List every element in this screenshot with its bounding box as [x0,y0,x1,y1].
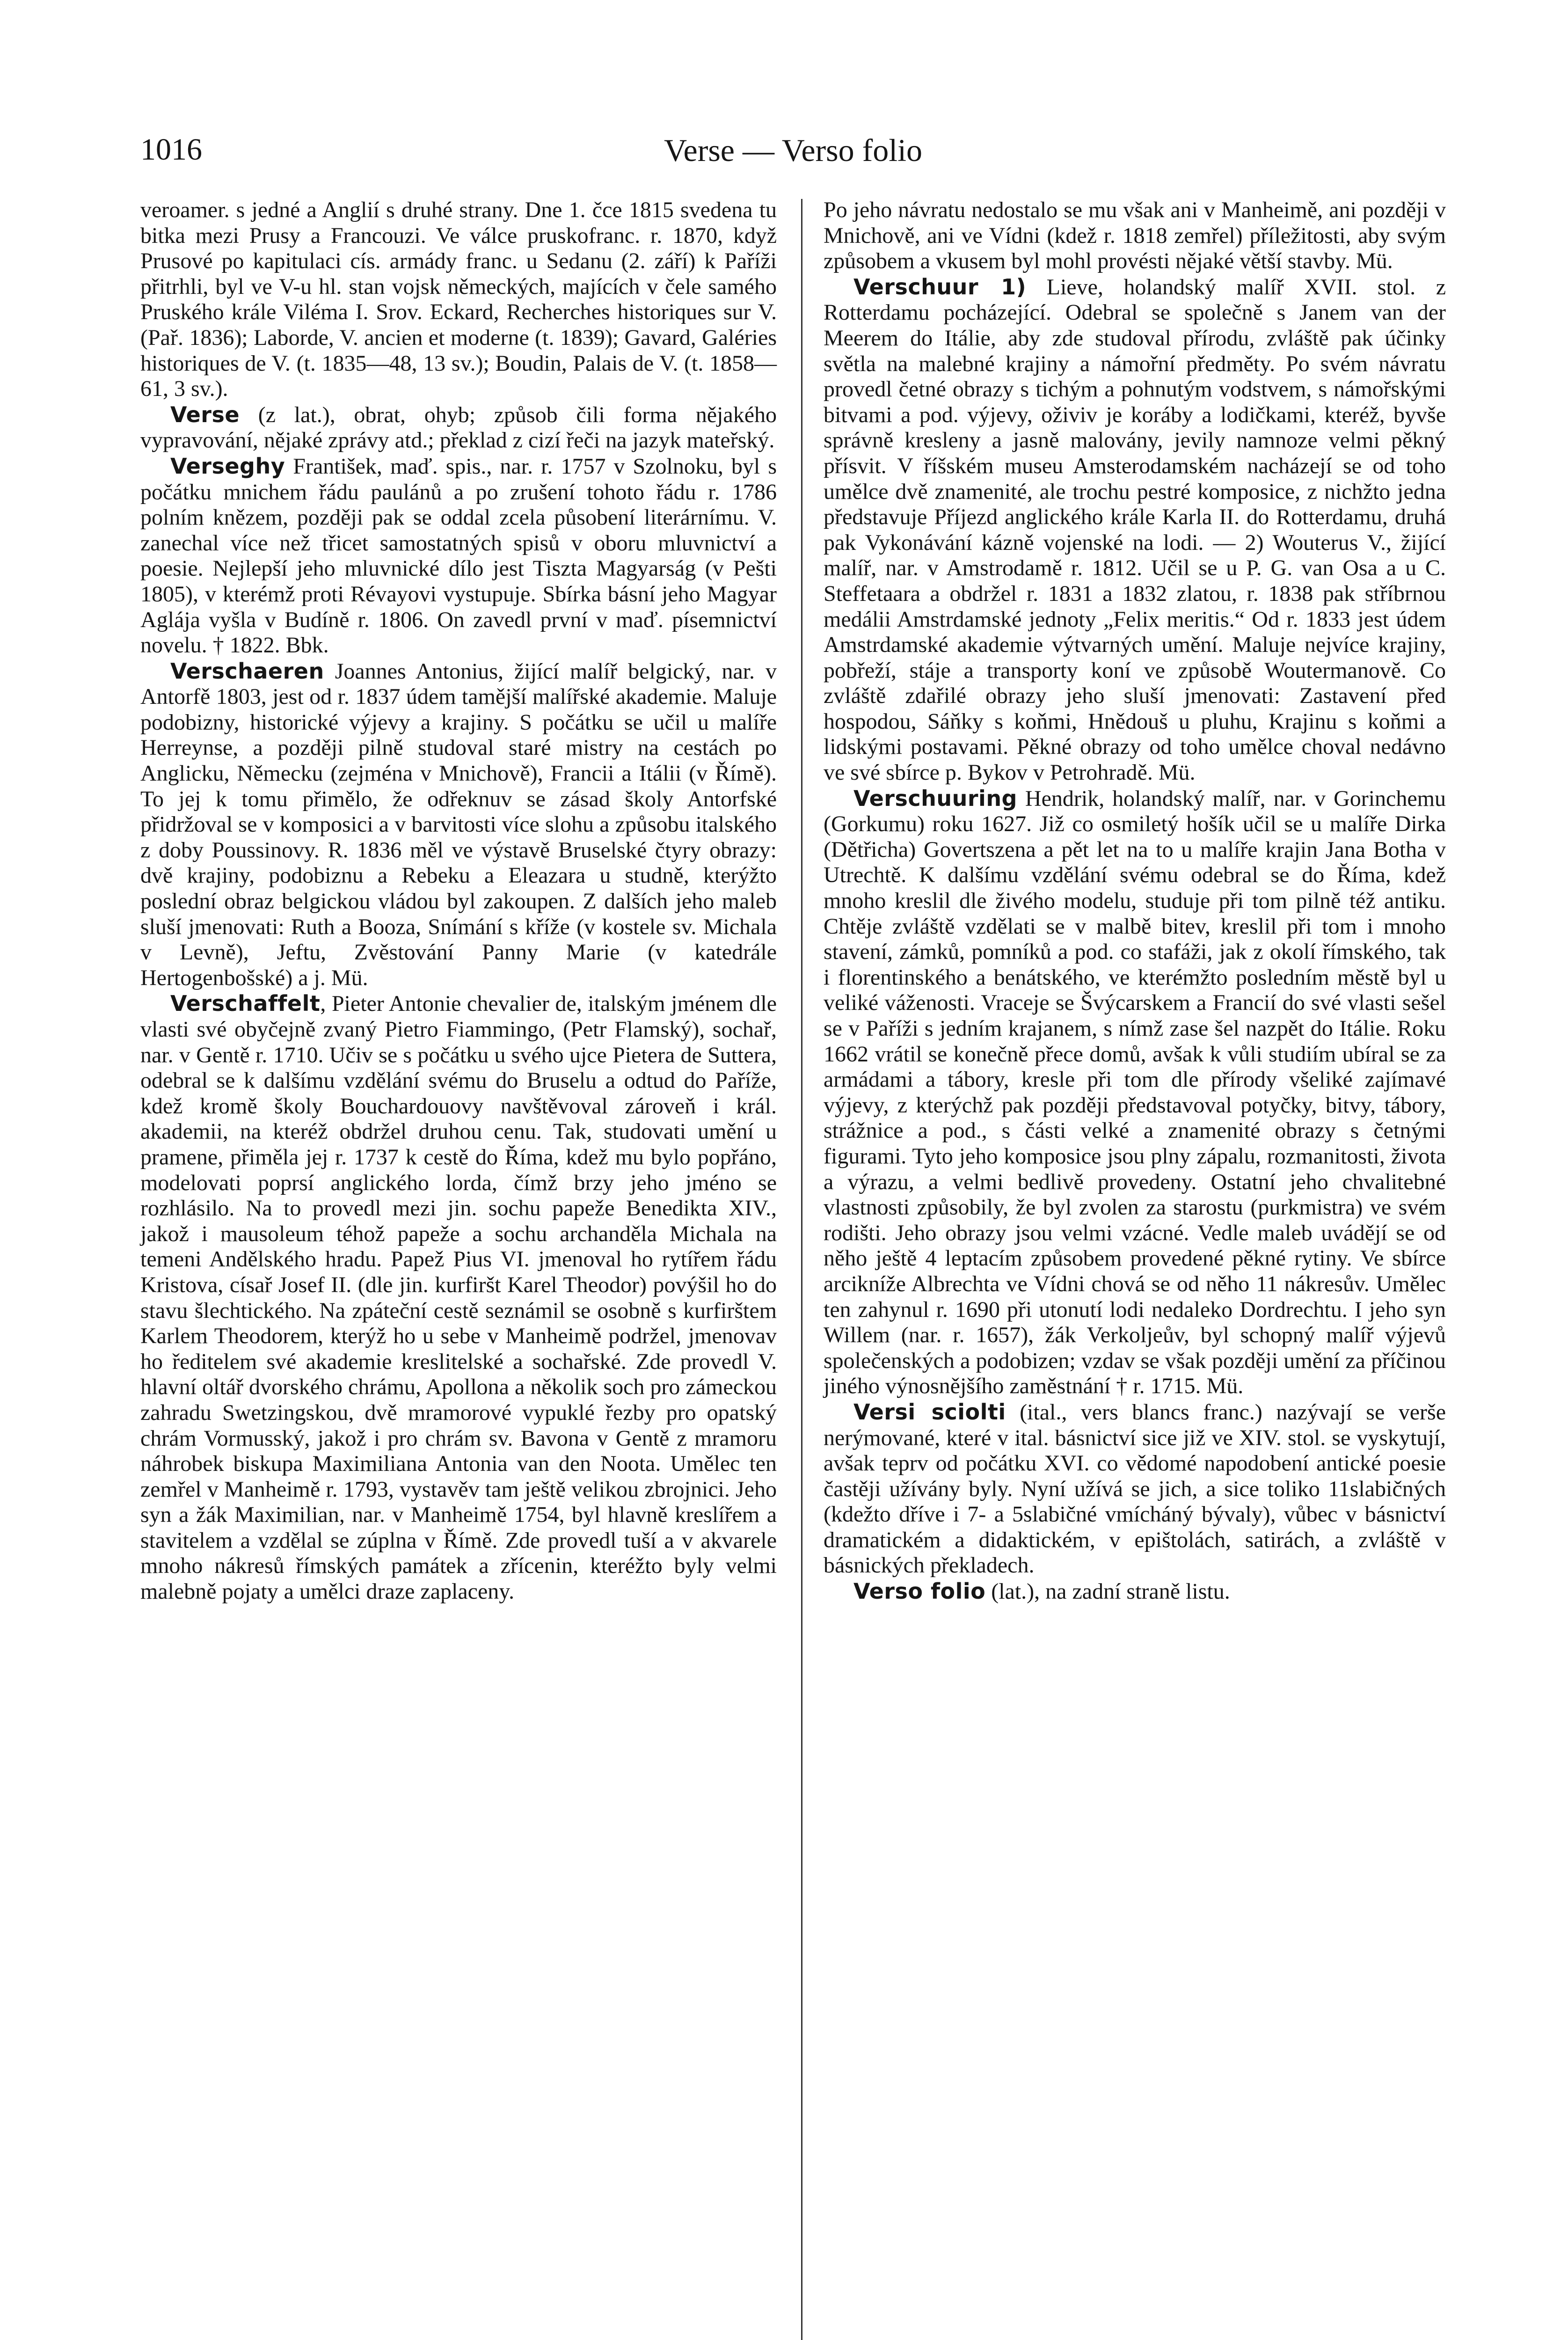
running-head: Verse — Verso folio [664,132,923,168]
entry-verschaffelt [140,991,777,1604]
entry-text: (z lat.), obrat, ohyb; způsob čili forma nějakého vypravování, nějaké zprávy atd.; překlad z cizí řeči na jazyk mateřský. [140,402,777,453]
headword: Verseghy [170,453,285,479]
entry-text: Joannes Antonius, žijící malíř belgický, nar. v Antorfě 1803, jest od r. 1837 údem tamější malířské akademie. Maluje podobizny, historické výjevy a krajiny. S počátku se učil u malíře Herreynse, a později pilně studoval staré mistry na cestách po Anglicku, Německu (zejména v Mnichově), Francii a Itálii (v Římě). To jej k tomu přimělo, že odřeknuv se zásad školy Antorfské přidržoval se v komposici a v barvitosti více slohu a způsobu italského z doby Poussinovy. R. 1836 měl ve výstavě Bruselské čtyry obrazy: dvě krajiny, podobiznu a Rebeku a Eleazara u studně, kterýžto poslední obraz belgickou vládou byl zakoupen. Z dalších jeho maleb sluší jmenovati: Ruth a Booza, Snímání s kříže (v kostele sv. Michala v Levně), Jeftu, Zvěstování Panny Marie (v katedrále Hertogenbošské) a j. Mü. [140,658,777,990]
entry-text: František, maď. spis., nar. r. 1757 v Szolnoku, byl s počátku mnichem řádu paulánů a po zrušení tohoto řádu r. 1786 polním knězem, později pak se oddal zcela působení literárnímu. V. zanechal více než třicet samostatných spisů v oboru mluvnictví a poesie. Nejlepší jeho mluvnické dílo jest Tiszta Magyarság (v Pešti 1805), v kterémž proti Révayovi vystupuje. Sbírka básní jeho Magyar Aglája vyšla v Budíně r. 1806. On zavedl první v maď. písemnictví novelu. † 1822. Bbk. [140,453,777,658]
headword: Versi sciolti [853,1399,1006,1425]
entry-verse [140,402,777,453]
continued-entry-verschaffelt: Po jeho návratu nedostalo se mu však ani v Manheimě, ani později v Mnichově, ani ve Vídni (kdež r. 1818 zemřel) příležitosti, aby svým způsobem a vkusem byl mohl provésti nějaké větší stavby. Mü. [824,197,1446,274]
entry-verseghy [140,453,777,658]
headword: Verschuur 1) [853,274,1027,300]
entry-text: , Pieter Antonie chevalier de, italským jménem dle vlasti své obyčejně zvaný Pietro Fiammingo, (Petr Flamský), sochař, nar. v Gentě r. 1710. Učiv se s počátku u svého ujce Pietera de Suttera, odebral se k dalšímu vzdělání svému do Bruselu a odtud do Paříže, kdež kromě školy Bouchardouovy navštěvoval zároveň i král. akademii, na kteréž obdržel druhou cenu. Tak, studovati umění u pramene, přiměla jej r. 1737 k cestě do Říma, kdež mu bylo popřáno, modelovati poprsí anglického lorda, čímž brzy jeho jméno se rozhlásilo. Na to provedl mezi jin. sochu papeže Benedikta XIV., jakož i mausoleum téhož papeže a sochu archanděla Michala na temeni Andělského hradu. Papež Pius VI. jmenoval ho rytířem řádu Kristova, císař Josef II. (dle jin. kurfiršt Karel Theodor) povýšil ho do stavu šlechtického. Na zpáteční cestě seznámil se osobně s kurfirštem Karlem Theodorem, kterýž ho u sebe v Manheimě podržel, jmenovav ho ředitelem své akademie kreslitelské a sochařské. Zde provedl V. hlavní oltář dvorského chrámu, Apollona a několik soch pro zámeckou zahradu Swetzingskou, dvě mramorové vypuklé řezby pro opatský chrám Vormusský, jakož i pro chrám sv. Bavona v Gentě z mramoru náhrobek biskupa Maximiliana Antonia van den Noota. Umělec ten zemřel v Manheimě r. 1793, vystavěv tam ještě velikou zbrojnici. Jeho syn a žák Maximilian, nar. v Manheimě 1754, byl hlavně kreslířem a stavitelem a vzdělal se zúplna v Římě. Zde provedl tuší a v akvarele mnoho nákresů římských památek a zřícenin, kteréžto byly velmi malebně pojaty a umělci draze zaplaceny. [140,991,777,1604]
left-column [140,197,777,1605]
entry-text: (ital., vers blancs franc.) nazývají se verše nerýmované, které v ital. básnictví sice již ve XIV. stol. se vyskytují, avšak teprv od počátku XVI. co vědomé napodobení antické poesie častěji užívány byly. Nyní užívá se jich, a sice toliko 11slabičných (kdežto dříve i 7- a 5slabičné vmícháný bývaly), vůbec v básnictví dramatickém a didaktickém, v epištolách, satirách, a zvláště v básnických překladech. [824,1399,1446,1578]
page-header [140,132,1446,188]
entry-verschuur [824,274,1446,786]
entry-verschaeren [140,658,777,991]
entry-text: Hendrik, holandský malíř, nar. v Gorinchemu (Gorkumu) roku 1627. Již co osmiletý hošík učil se u malíře Dirka (Dětřicha) Govertszena a pět let na to u malíře krajin Jana Botha v Utrechtě. K dalšímu vzdělání svému odebral se do Říma, kdež mnoho kreslil dle živého modelu, studuje při tom pilně též antiku. Chtěje zvláště vzdělati se v malbě bitev, kreslil při tom i mnoho stavení, zámků, pomníků a pod. co stafáži, jak z okolí římského, tak i florentinského a benátského, ve kterémžto posledním městě byl u veliké váženosti. Vraceje se Švýcarskem a Francií do své vlasti sešel se v Paříži s jedním krajanem, s nímž zase šel nazpět do Itálie. Roku 1662 vrátil se konečně přece domů, avšak k vůli studiím ubíral se za armádami a tábory, kresle při tom dle přírody všeliké zajímavé výjevy, z kterýchž pak později představoval potyčky, bitvy, tábory, strážnice a pod., s části velké a znamenité obrazy s četnými figurami. Tyto jeho komposice jsou plny zápalu, rozmanitosti, života a výrazu, a velmi bedlivě provedeny. Ostatní jeho chvalitebné vlastnosti způsobily, že byl zvolen za starostu (purkmistra) ve svém rodišti. Jeho obrazy jsou velmi vzácné. Vedle maleb uvádějí se od něho ještě 4 leptacím způsobem provedené pěkné rytiny. Ve sbírce arcikníže Albrechta ve Vídni chová se od něho 11 nákresův. Umělec ten zahynul r. 1690 při utonutí lodi nedaleko Dordrechtu. I jeho syn Willem (nar. r. 1657), žák Verkoljeův, byl schopný malíř výjevů společenských a podobizen; vzdav se však později umění za příčinou jiného výnosnějšího zaměstnání † r. 1715. Mü. [824,786,1446,1399]
headword: Verschaeren [170,658,324,684]
entry-text: (lat.), na zadní straně listu. [985,1579,1230,1604]
entry-versi-sciolti [824,1399,1446,1579]
headword: Verse [170,402,240,427]
entry-verso-folio [824,1579,1446,1605]
right-column [824,197,1446,1605]
entry-verschuuring [824,786,1446,1399]
continued-entry-versailles: veroamer. s jedné a Anglií s druhé strany. Dne 1. čce 1815 svedena tu bitka mezi Prusy a Francouzi. Ve válce pruskofranc. r. 1870, když Prusové po kapitulaci cís. armády franc. u Sedanu (2. září) k Paříži přitrhli, byl ve V-u hl. stan vojsk německých, majících v čele samého Pruského krále Viléma I. Srov. Eckard, Recherches historiques sur V. (Pař. 1836); Laborde, V. ancien et moderne (t. 1839); Gavard, Galéries historiques de V. (t. 1835—48, 13 sv.); Boudin, Palais de V. (t. 1858—61, 3 sv.). [140,197,777,402]
headword: Verschuuring [853,785,1017,811]
headword: Verso folio [853,1579,986,1604]
page-number: 1016 [140,132,202,167]
entry-text: Lieve, holandský malíř XVII. stol. z Rotterdamu pocházející. Odebral se společně s Janem van der Meerem do Itálie, aby zde studoval přírodu, zvláště pak účinky světla na malebné krajiny a námořní předměty. Po svém návratu provedl četné obrazy s tichým a pohnutým vodstvem, s námořskými bitvami a pod. výjevy, oživiv je koráby a lodičkami, kteréž, byvše správně kresleny a jasně malovány, jevily namnoze velmi pěkný přísvit. V říšském museu Amsterodamském nacházejí se od toho umělce dvě znamenité, ale trochu pestré komposice, z nichžto jedna představuje Příjezd anglického krále Karla II. do Rotterdamu, druhá pak Vykonávání kázně vojenské na lodi. — 2) Wouterus V., žijící malíř, nar. v Amstrodamě r. 1812. Učil se u P. G. van Osa a u C. Steffetaara a obdržel r. 1831 a 1832 zlatou, r. 1838 pak stříbrnou medálii Amstrdamské jednoty „Felix meritis.“ Od r. 1833 jest údem Amstrdamské akademie výtvarných umění. Maluje nejvíce krajiny, pobřeží, stáje a transporty koní ve způsobě Woutermanově. Co zvláště zdařilé obrazy jeho sluší jmenovati: Zastavení před hospodou, Sáňky s koňmi, Hnědouš u pluhu, Krajinu s koňmi a lidskými postavami. Pěkné obrazy od toho umělce choval nedávno ve své sbírce p. Bykov v Petrohradě. Mü. [824,274,1446,785]
column-divider [801,199,802,2340]
headword: Verschaffelt [170,991,321,1016]
